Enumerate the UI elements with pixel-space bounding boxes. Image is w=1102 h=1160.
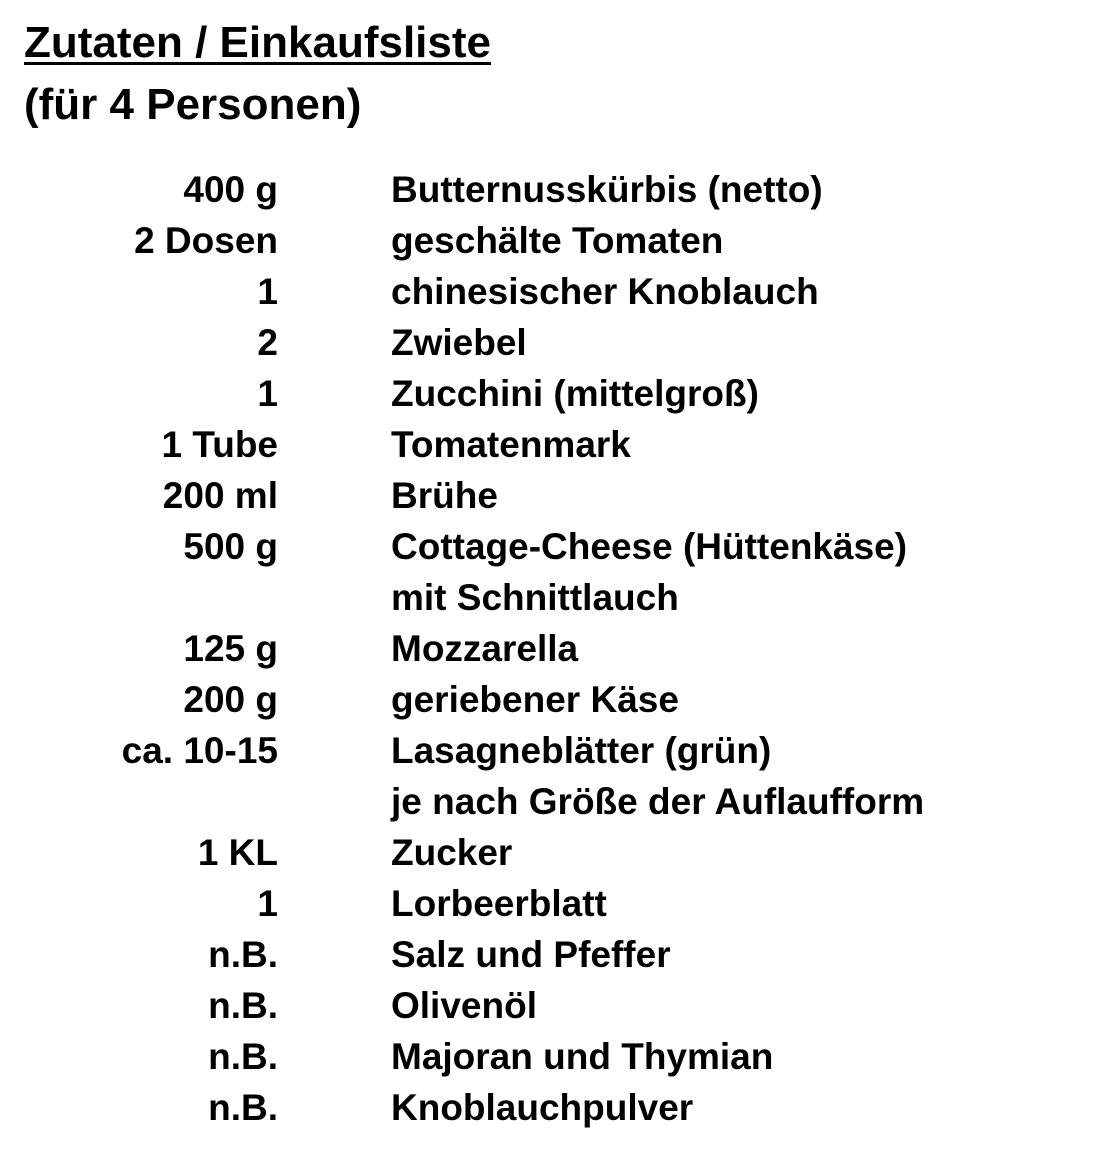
ingredient-row [24,521,1084,572]
ingredient-name: Lorbeerblatt [391,883,607,924]
ingredient-row [24,929,1084,980]
ingredient-name: Lasagneblätter (grün) [391,730,772,771]
ingredient-name: Cottage-Cheese (Hüttenkäse) [391,526,908,567]
ingredient-name: geschälte Tomaten [391,220,724,261]
ingredient-quantity: n.B. [208,934,278,975]
ingredient-name: je nach Größe der Auflaufform [391,781,925,822]
ingredient-row [24,317,1084,368]
ingredient-quantity: 400 g [183,169,278,210]
ingredient-row [24,878,1084,929]
ingredient-name: Mozzarella [391,628,579,669]
ingredient-row [24,266,1084,317]
ingredient-quantity: 1 [257,271,278,312]
ingredient-row [24,419,1084,470]
ingredient-row [24,215,1084,266]
ingredient-quantity: 2 Dosen [134,220,278,261]
ingredient-quantity: 1 [257,373,278,414]
ingredient-name: Olivenöl [391,985,537,1026]
ingredient-name: Zwiebel [391,322,527,363]
ingredient-row [24,572,1084,623]
ingredient-quantity: 2 [257,322,278,363]
ingredient-name: Zucchini (mittelgroß) [391,373,759,414]
ingredient-row [24,164,1084,215]
ingredient-quantity: 200 g [183,679,278,720]
ingredient-name: Knoblauchpulver [391,1087,694,1128]
ingredient-name: mit Schnittlauch [391,577,679,618]
ingredient-name: geriebener Käse [391,679,679,720]
ingredient-row [24,674,1084,725]
ingredient-quantity: 1 KL [197,832,278,873]
ingredient-row [24,470,1084,521]
ingredient-quantity: 1 [257,883,278,924]
page-title: Zutaten / Einkaufsliste [24,18,491,67]
page-subtitle: (für 4 Personen) [24,80,362,129]
ingredient-row [24,1082,1084,1133]
ingredient-name: Salz und Pfeffer [391,934,671,975]
ingredient-list [24,164,1084,1133]
ingredient-quantity: n.B. [208,1036,278,1077]
ingredient-quantity: n.B. [208,985,278,1026]
ingredient-name: Zucker [391,832,513,873]
document-page [24,16,1084,1128]
ingredient-row [24,980,1084,1031]
ingredient-name: Butternusskürbis (netto) [391,169,823,210]
ingredient-quantity: 1 Tube [161,424,278,465]
ingredient-quantity: ca. 10-15 [121,730,278,771]
ingredient-quantity: 500 g [183,526,278,567]
ingredient-quantity: 200 ml [162,475,278,516]
ingredient-row [24,827,1084,878]
ingredient-quantity: 125 g [183,628,278,669]
ingredient-row [24,368,1084,419]
ingredient-name: Majoran und Thymian [391,1036,774,1077]
ingredient-row [24,623,1084,674]
ingredient-row [24,1031,1084,1082]
ingredient-row [24,725,1084,776]
ingredient-name: Brühe [391,475,498,516]
ingredient-name: chinesischer Knoblauch [391,271,819,312]
ingredient-quantity: n.B. [208,1087,278,1128]
ingredient-row [24,776,1084,827]
ingredient-name: Tomatenmark [391,424,631,465]
